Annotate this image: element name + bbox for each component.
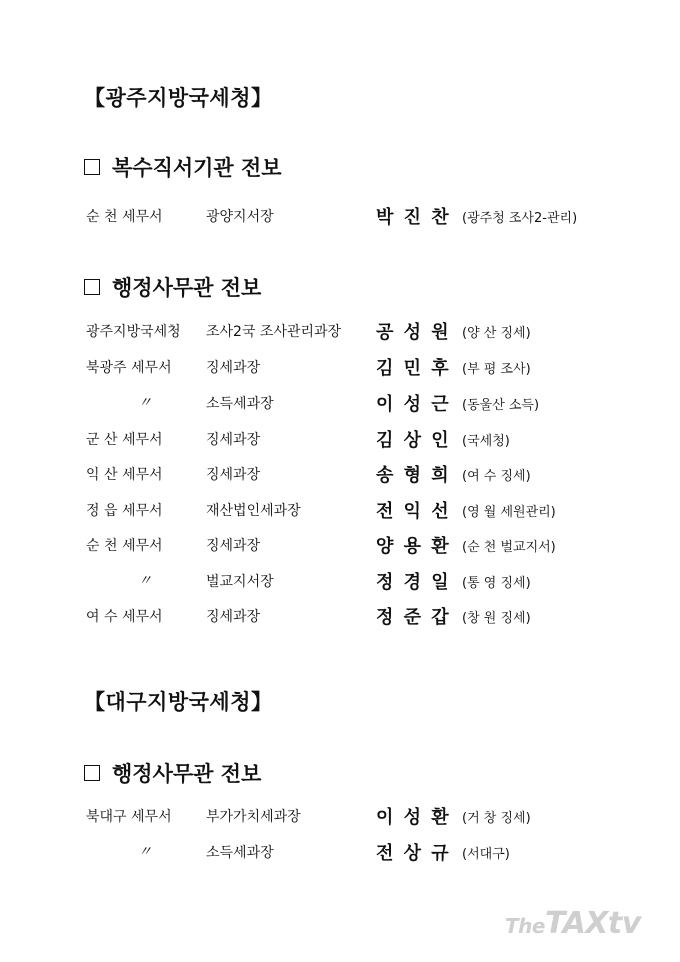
thetaxtv-watermark-logo [505,906,641,941]
list-item [0,803,680,827]
previous-post: (창 원 징세) [462,611,531,626]
section-heading-label: 행정사무관 전보 [112,762,262,786]
person-name: 이 성 환 [376,807,451,828]
list-item [0,532,680,556]
person-name: 김 민 후 [376,358,451,379]
person-name: 양 용 환 [376,536,451,557]
list-item [0,354,680,378]
section-heading [84,758,261,788]
list-item [0,203,680,227]
dept-label: 징세과장 [206,360,261,376]
list-item [0,603,680,627]
dept-label: 징세과장 [206,609,261,625]
person-name: 전 상 규 [376,843,451,864]
person-name: 이 성 근 [376,394,451,415]
list-item [0,426,680,450]
previous-post: (동울산 소득) [462,398,540,413]
previous-post: (양 산 징세) [462,326,531,341]
list-item [0,568,680,592]
ditto-mark: 〃 [138,573,152,589]
office-label: 익 산 세무서 [86,467,163,483]
dept-label: 벌교지서장 [206,574,274,590]
section-heading [84,272,261,302]
office-label: 군 산 세무서 [86,432,163,448]
previous-post: (거 창 징세) [462,811,531,826]
person-name: 송 형 희 [376,465,451,486]
list-item [0,318,680,342]
section-heading-label: 행정사무관 전보 [112,276,262,300]
previous-post: (여 수 징세) [462,469,531,484]
section-heading [84,152,282,182]
list-item [0,497,680,521]
ditto-mark: 〃 [138,395,152,411]
section-heading-label: 복수직서기관 전보 [112,156,282,180]
previous-post: (서대구) [462,847,510,862]
office-label: 여 수 세무서 [86,609,163,625]
person-name: 정 준 갑 [376,607,451,628]
dept-label: 징세과장 [206,432,261,448]
dept-label: 부가가치세과장 [206,809,301,825]
checkbox-icon [84,765,100,781]
office-label: 북광주 세무서 [86,360,172,376]
previous-post: (영 월 세원관리) [462,505,556,520]
ditto-mark: 〃 [138,844,152,860]
previous-post: (광주청 조사2-관리) [462,211,578,226]
list-item [0,839,680,863]
dept-label: 재산법인세과장 [206,503,301,519]
bureau-title-daegu: 【대구지방국세청】 [84,690,273,714]
office-label: 북대구 세무서 [86,809,172,825]
previous-post: (부 평 조사) [462,362,531,377]
person-name: 공 성 원 [376,322,451,343]
person-name: 정 경 일 [376,572,451,593]
dept-label: 조사2국 조사관리과장 [206,324,342,340]
person-name: 박 진 찬 [376,207,451,228]
person-name: 전 익 선 [376,501,451,522]
list-item [0,461,680,485]
watermark-prefix: The [505,914,545,938]
office-label: 순 천 세무서 [86,209,163,225]
checkbox-icon [84,159,100,175]
office-label: 정 읍 세무서 [86,503,163,519]
dept-label: 징세과장 [206,467,261,483]
dept-label: 소득세과장 [206,396,274,412]
previous-post: (통 영 징세) [462,576,531,591]
person-name: 김 상 인 [376,430,451,451]
dept-label: 소득세과장 [206,845,274,861]
office-label: 순 천 세무서 [86,538,163,554]
list-item [0,390,680,414]
dept-label: 광양지서장 [206,209,274,225]
previous-post: (순 천 벌교지서) [462,540,556,555]
watermark-main: TAXtv [544,906,641,941]
previous-post: (국세청) [462,434,510,449]
bureau-title-gwangju: 【광주지방국세청】 [84,86,273,110]
checkbox-icon [84,279,100,295]
office-label: 광주지방국세청 [86,324,181,340]
dept-label: 징세과장 [206,538,261,554]
